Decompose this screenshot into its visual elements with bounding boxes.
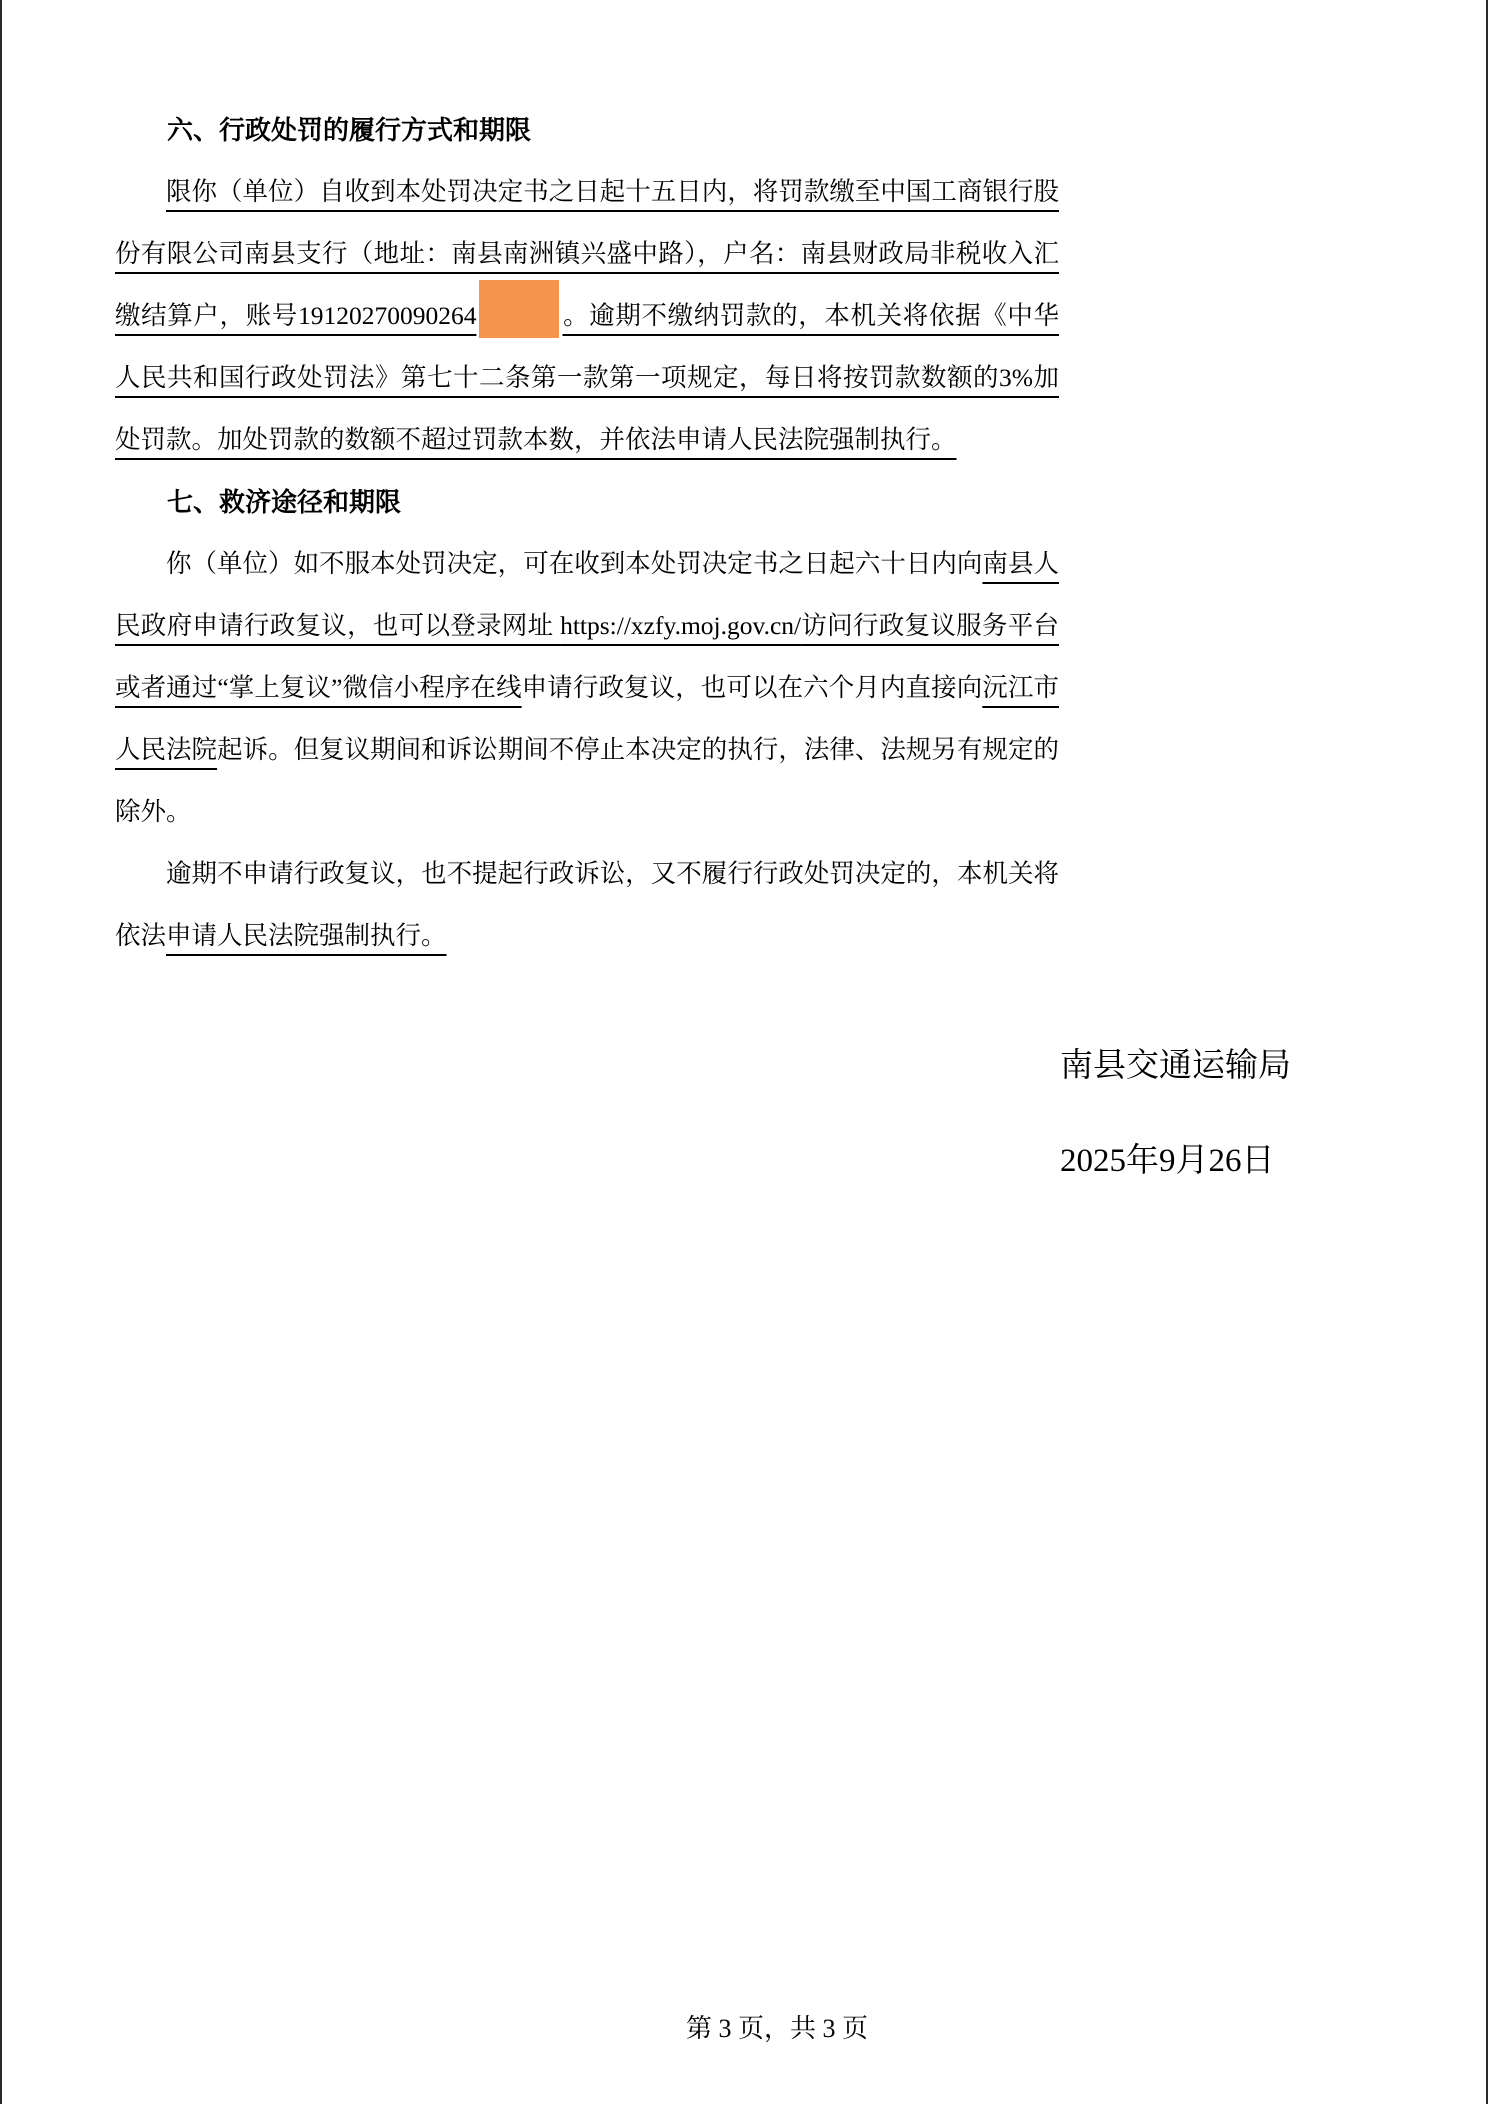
remedy-paragraph (115, 533, 1059, 843)
penalty-payment-paragraph (115, 161, 1059, 471)
enforcement-paragraph (115, 843, 1059, 967)
court-name: 沅江市人民法院 (115, 673, 1059, 764)
remedy-closing-text: 起诉。但复议期间和诉讼期间不停止本决定的执行，法律、法规另有规定的除外。 (115, 735, 1059, 826)
issuing-authority: 南县交通运输局 (1060, 1048, 1291, 1084)
account-number: 19120270090264 (297, 301, 477, 330)
lawsuit-option-text: 申请行政复议，也可以在六个月内直接向 (521, 673, 983, 702)
decision-date: 2025年9月26日 (1060, 1143, 1275, 1179)
overdue-penalty-text: 。逾期不缴纳罚款的，本机关将依据《中华人民共和国行政处罚法》第七十二条第一款第一项规定，每日将按罚款数额的3%加处罚款。加处罚款的数额不超过罚款本数，并依法申请人民法院强制执行。 (115, 301, 1059, 454)
review-platform-text: 访问行政复议服务平台或者通过“掌上复议”微信小程序在线 (115, 611, 1059, 702)
enforcement-action-text: 申请人民法院强制执行。 (166, 921, 447, 950)
remedy-intro-text: 你（单位）如不服本处罚决定，可在收到本处罚决定书之日起六十日内向 (166, 549, 983, 578)
page-left-edge-line (0, 0, 2, 2104)
enforcement-intro-text: 逾期不申请行政复议，也不提起行政诉讼，又不履行行政处罚决定的，本机关将依法 (115, 859, 1059, 950)
payment-instructions-text: 限你（单位）自收到本处罚决定书之日起十五日内，将罚款缴至中国工商银行股份有限公司南县支行（地址：南县南洲镇兴盛中路），户名：南县财政局非税收入汇缴结算户，账号 (115, 177, 1059, 330)
review-platform-url: https://xzfy.moj.gov.cn/ (560, 611, 802, 640)
page-footer: 第 3 页，共 3 页 (685, 2014, 868, 2043)
section-6-heading: 六、行政处罚的履行方式和期限 (167, 115, 532, 145)
document-body (115, 99, 1059, 967)
section-7-heading: 七、救济途径和期限 (167, 487, 402, 517)
redaction-box (479, 280, 559, 338)
reconsideration-authority-text: 南县人民政府申请行政复议，也可以登录网址 (115, 549, 1059, 640)
